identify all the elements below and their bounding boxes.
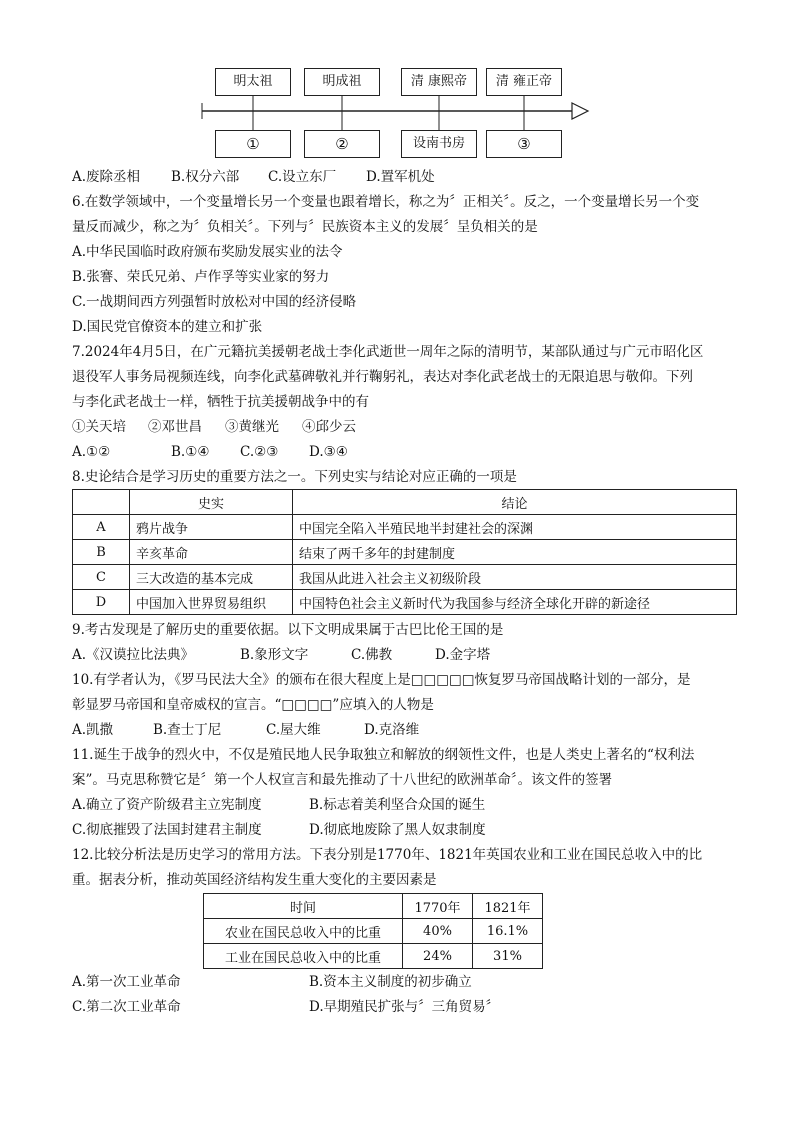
- table-cell: C: [73, 565, 130, 590]
- q11-stem-1: 11.诞生于战争的烈火中，不仅是殖民地人民争取独立和解放的纲领性文件，也是人类史上著名的“权利法: [72, 747, 695, 763]
- q9-option-d: D.金字塔: [435, 647, 491, 663]
- q11-option-b: B.标志着美利坚合众国的诞生: [309, 797, 486, 813]
- table-cell: 结束了两千多年的封建制度: [293, 540, 737, 565]
- timeline-top-2: 明成祖: [304, 68, 380, 96]
- q7-stem-2: 退役军人事务局视频连线，向李化武墓碑敬礼并行鞠躬礼，表达对李化武老战士的无限追思与敬仰。下列: [72, 369, 693, 385]
- q8-stem: 8.史论结合是学习历史的重要方法之一。下列史实与结论对应正确的一项是: [72, 469, 517, 485]
- q11-option-d: D.彻底地废除了黑人奴隶制度: [309, 822, 486, 838]
- table-cell: [73, 490, 130, 515]
- q12-stem-1: 12.比较分析法是历史学习的常用方法。下表分别是1770年、1821年英国农业和工业在国民总收入中的比: [72, 847, 703, 863]
- timeline-bottom-1: ①: [215, 130, 291, 158]
- q5-option-d: D.置军机处: [366, 169, 435, 185]
- q9-option-a: A.《汉谟拉比法典》: [72, 647, 195, 663]
- q7-option-d: D.③④: [309, 444, 348, 460]
- table-cell: 24%: [403, 944, 473, 969]
- q7-option-b: B.①④: [171, 444, 210, 460]
- timeline-bottom-2: ②: [304, 130, 380, 158]
- timeline-connectors: [0, 0, 794, 160]
- table-header: 史实: [130, 490, 293, 515]
- q6-stem-1: 6.在数学领域中，一个变量增长另一个变量也跟着增长，称之为〞正相关〞。反之，一个变量增长另一个变: [72, 194, 700, 210]
- q7-item-4: ④邱少云: [302, 419, 356, 435]
- table-header: 结论: [293, 490, 737, 515]
- q10-option-a: A.凯撒: [72, 722, 114, 738]
- table-cell: 40%: [403, 919, 473, 944]
- q7-option-c: C.②③: [240, 444, 279, 460]
- q8-table: [72, 489, 737, 615]
- table-cell: 中国特色社会主义新时代为我国参与经济全球化开辟的新途径: [293, 590, 737, 615]
- q6-stem-2: 量反而减少，称之为〞负相关〞。下列与〞民族资本主义的发展〞呈负相关的是: [72, 219, 538, 235]
- timeline-top-4: 清 雍正帝: [486, 68, 562, 96]
- q10-option-c: C.屋大维: [266, 722, 321, 738]
- q10-stem-1: 10.有学者认为，《罗马民法大全》的颁布在很大程度上是□□□□□恢复罗马帝国战略计划的一部分，是: [72, 672, 691, 688]
- q7-stem-3: 与李化武老战士一样，牺牲于抗美援朝战争中的有: [72, 394, 369, 410]
- table-cell: 辛亥革命: [130, 540, 293, 565]
- q7-option-a: A.①②: [72, 444, 111, 460]
- table-cell: B: [73, 540, 130, 565]
- table-row: [73, 590, 737, 615]
- table-row: [73, 565, 737, 590]
- table-header: 1770年: [403, 894, 473, 919]
- q12-stem-2: 重。据表分析，推动英国经济结构发生重大变化的主要因素是: [72, 872, 437, 888]
- q6-option-b: B.张謇、荣氏兄弟、卢作孚等实业家的努力: [72, 269, 330, 285]
- q6-option-d: D.国民党官僚资本的建立和扩张: [72, 319, 263, 335]
- timeline-bottom-4: ③: [486, 130, 562, 158]
- q5-option-b: B.权分六部: [171, 169, 240, 185]
- table-header: 时间: [204, 894, 403, 919]
- table-header-row: [204, 894, 543, 919]
- table-row: [73, 540, 737, 565]
- table-cell: 农业在国民总收入中的比重: [204, 919, 403, 944]
- table-row: [204, 944, 543, 969]
- q7-item-2: ②邓世昌: [148, 419, 202, 435]
- table-header: 1821年: [473, 894, 543, 919]
- table-row: [73, 515, 737, 540]
- q7-stem-1: 7.2024年4月5日，在广元籍抗美援朝老战士李化武逝世一周年之际的清明节，某部队通过与广元市昭化区: [72, 344, 704, 360]
- timeline-top-1: 明太祖: [215, 68, 291, 96]
- q11-option-c: C.彻底摧毁了法国封建君主制度: [72, 822, 262, 838]
- table-cell: 中国加入世界贸易组织: [130, 590, 293, 615]
- q6-option-a: A.中华民国临时政府颁布奖励发展实业的法令: [72, 244, 343, 260]
- q10-option-b: B.查士丁尼: [153, 722, 222, 738]
- table-cell: A: [73, 515, 130, 540]
- q11-stem-2: 案”。马克思称赞它是〞第一个人权宣言和最先推动了十八世纪的欧洲革命〞。该文件的签署: [72, 772, 613, 788]
- q9-stem: 9.考古发现是了解历史的重要依据。以下文明成果属于古巴比伦王国的是: [72, 622, 504, 638]
- q11-option-a: A.确立了资产阶级君主立宪制度: [72, 797, 262, 813]
- q12-option-a: A.第一次工业革命: [72, 974, 181, 990]
- table-row: [204, 919, 543, 944]
- q5-option-a: A.废除丞相: [72, 169, 141, 185]
- table-cell: 三大改造的基本完成: [130, 565, 293, 590]
- q10-option-d: D.克洛维: [364, 722, 420, 738]
- table-cell: 鸦片战争: [130, 515, 293, 540]
- q12-option-b: B.资本主义制度的初步确立: [309, 974, 472, 990]
- q6-option-c: C.一战期间西方列强暂时放松对中国的经济侵略: [72, 294, 357, 310]
- q7-item-3: ③黄继光: [225, 419, 279, 435]
- q9-option-b: B.象形文字: [240, 647, 309, 663]
- timeline-bottom-3: 设南书房: [401, 130, 477, 158]
- q7-item-1: ①关天培: [72, 419, 126, 435]
- q12-table: [203, 893, 543, 969]
- table-cell: 中国完全陷入半殖民地半封建社会的深渊: [293, 515, 737, 540]
- q12-option-c: C.第二次工业革命: [72, 999, 181, 1015]
- q5-option-c: C.设立东厂: [268, 169, 337, 185]
- q10-stem-2: 彰显罗马帝国和皇帝威权的宣言。“□□□□”应填入的人物是: [72, 697, 434, 713]
- table-cell: 工业在国民总收入中的比重: [204, 944, 403, 969]
- q12-option-d: D.早期殖民扩张与〞三角贸易〞: [309, 999, 500, 1015]
- table-cell: 16.1%: [473, 919, 543, 944]
- table-cell: D: [73, 590, 130, 615]
- table-cell: 31%: [473, 944, 543, 969]
- table-cell: 我国从此进入社会主义初级阶段: [293, 565, 737, 590]
- table-header-row: [73, 490, 737, 515]
- q9-option-c: C.佛教: [351, 647, 393, 663]
- timeline-top-3: 清 康熙帝: [401, 68, 477, 96]
